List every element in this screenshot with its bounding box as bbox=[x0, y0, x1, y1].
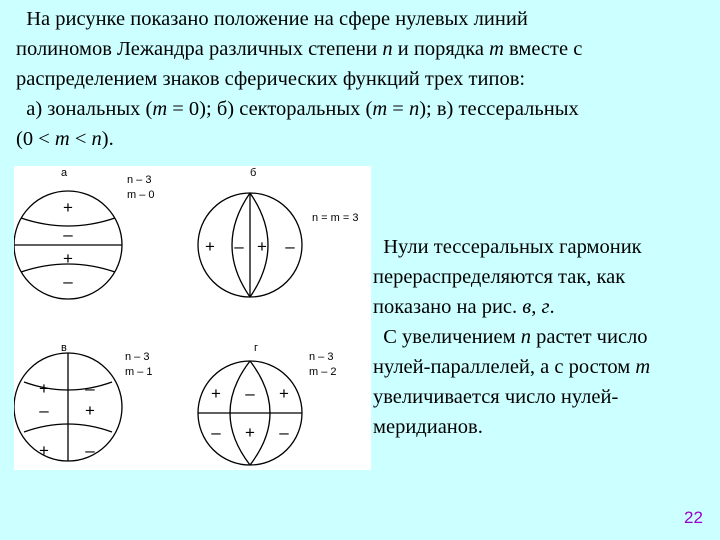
plus-sign: + bbox=[205, 237, 215, 256]
intro-text: полиномов Лежандра различных степени bbox=[16, 38, 383, 60]
intro-text: = bbox=[387, 98, 409, 120]
panel-b-letter: б bbox=[250, 167, 257, 179]
panel-d-m: m – 2 bbox=[309, 366, 337, 378]
plus-sign: + bbox=[257, 237, 267, 256]
page-number: 22 bbox=[684, 508, 703, 527]
side-line-6 bbox=[373, 382, 718, 412]
minus-sign: – bbox=[85, 379, 95, 398]
var-m: m bbox=[54, 128, 70, 150]
panel-b bbox=[198, 167, 358, 297]
side-text: нулей-параллелей, а с ростом bbox=[373, 356, 636, 378]
intro-text: а) зональных ( bbox=[26, 98, 153, 120]
minus-sign: – bbox=[39, 401, 49, 420]
side-line-3 bbox=[373, 292, 718, 322]
intro-text: распределением знаков сферических функций трех типов: bbox=[16, 68, 526, 90]
spherical-harmonics-figure bbox=[14, 166, 371, 470]
plus-sign: + bbox=[63, 249, 73, 268]
intro-text: вместе с bbox=[503, 38, 583, 60]
side-paragraph bbox=[373, 232, 718, 442]
panel-d-n: n – 3 bbox=[309, 351, 334, 363]
plus-sign: + bbox=[211, 384, 221, 403]
intro-line-5 bbox=[16, 124, 706, 154]
var-m: m bbox=[372, 98, 388, 120]
panel-a-n: n – 3 bbox=[127, 174, 152, 186]
var-n: n bbox=[408, 98, 420, 120]
minus-sign: – bbox=[234, 237, 244, 256]
fig-ref-v: в bbox=[522, 296, 532, 318]
plus-sign: + bbox=[39, 379, 49, 398]
panel-c-n: n – 3 bbox=[125, 351, 150, 363]
plus-sign: + bbox=[279, 384, 289, 403]
side-text: увеличивается число нулей- bbox=[373, 386, 619, 408]
plus-sign: + bbox=[245, 423, 255, 442]
intro-line-1 bbox=[16, 4, 706, 34]
panel-a bbox=[14, 167, 155, 299]
var-m: m bbox=[489, 38, 504, 60]
minus-sign: – bbox=[85, 441, 95, 460]
minus-sign: – bbox=[285, 237, 295, 256]
minus-sign: – bbox=[279, 423, 289, 442]
fig-ref-g: г bbox=[541, 296, 550, 318]
intro-text: (0 < bbox=[16, 128, 55, 150]
intro-paragraph bbox=[16, 4, 706, 154]
var-n: n bbox=[382, 38, 393, 60]
minus-sign: – bbox=[245, 384, 255, 403]
side-line-2 bbox=[373, 262, 718, 292]
minus-sign: – bbox=[211, 423, 221, 442]
side-text: С увеличением bbox=[383, 326, 521, 348]
side-line-7 bbox=[373, 412, 718, 442]
plus-sign: + bbox=[85, 401, 95, 420]
panel-d bbox=[198, 342, 337, 465]
side-text: . bbox=[549, 296, 555, 318]
panel-c bbox=[14, 342, 153, 461]
side-line-5 bbox=[373, 352, 718, 382]
minus-sign: – bbox=[63, 225, 73, 244]
intro-text: = 0); б) секторальных ( bbox=[167, 98, 373, 120]
intro-text: < bbox=[69, 128, 92, 150]
panel-c-letter: в bbox=[61, 342, 67, 354]
intro-text: На рисунке показано положение на сфере нулевых линий bbox=[26, 8, 528, 30]
side-line-4 bbox=[373, 322, 718, 352]
side-text: перераспределяются так, как bbox=[373, 266, 626, 288]
panel-d-letter: г bbox=[254, 342, 259, 354]
plus-sign: + bbox=[63, 198, 73, 217]
var-n: n bbox=[520, 326, 531, 348]
intro-text: ); в) тессеральных bbox=[419, 98, 579, 120]
intro-text: ). bbox=[101, 128, 114, 150]
side-text: , bbox=[531, 296, 542, 318]
panel-a-m: m – 0 bbox=[127, 189, 155, 201]
side-text: меридианов. bbox=[373, 416, 483, 438]
panel-a-letter: а bbox=[61, 167, 68, 179]
intro-text: и порядка bbox=[392, 38, 490, 60]
side-line-1 bbox=[373, 232, 718, 262]
side-text: Нули тессеральных гармоник bbox=[383, 236, 642, 258]
minus-sign: – bbox=[63, 272, 73, 291]
panel-b-nm: n = m = 3 bbox=[312, 212, 359, 224]
side-text: показано на рис. bbox=[373, 296, 523, 318]
var-m: m bbox=[635, 356, 651, 378]
var-m: m bbox=[152, 98, 168, 120]
plus-sign: + bbox=[39, 441, 49, 460]
intro-line-2 bbox=[16, 34, 706, 64]
intro-line-4 bbox=[16, 94, 706, 124]
panel-c-m: m – 1 bbox=[125, 366, 153, 378]
var-n: n bbox=[91, 128, 102, 150]
intro-line-3 bbox=[16, 64, 706, 94]
side-text: растет число bbox=[530, 326, 648, 348]
figure-svg bbox=[14, 166, 371, 470]
